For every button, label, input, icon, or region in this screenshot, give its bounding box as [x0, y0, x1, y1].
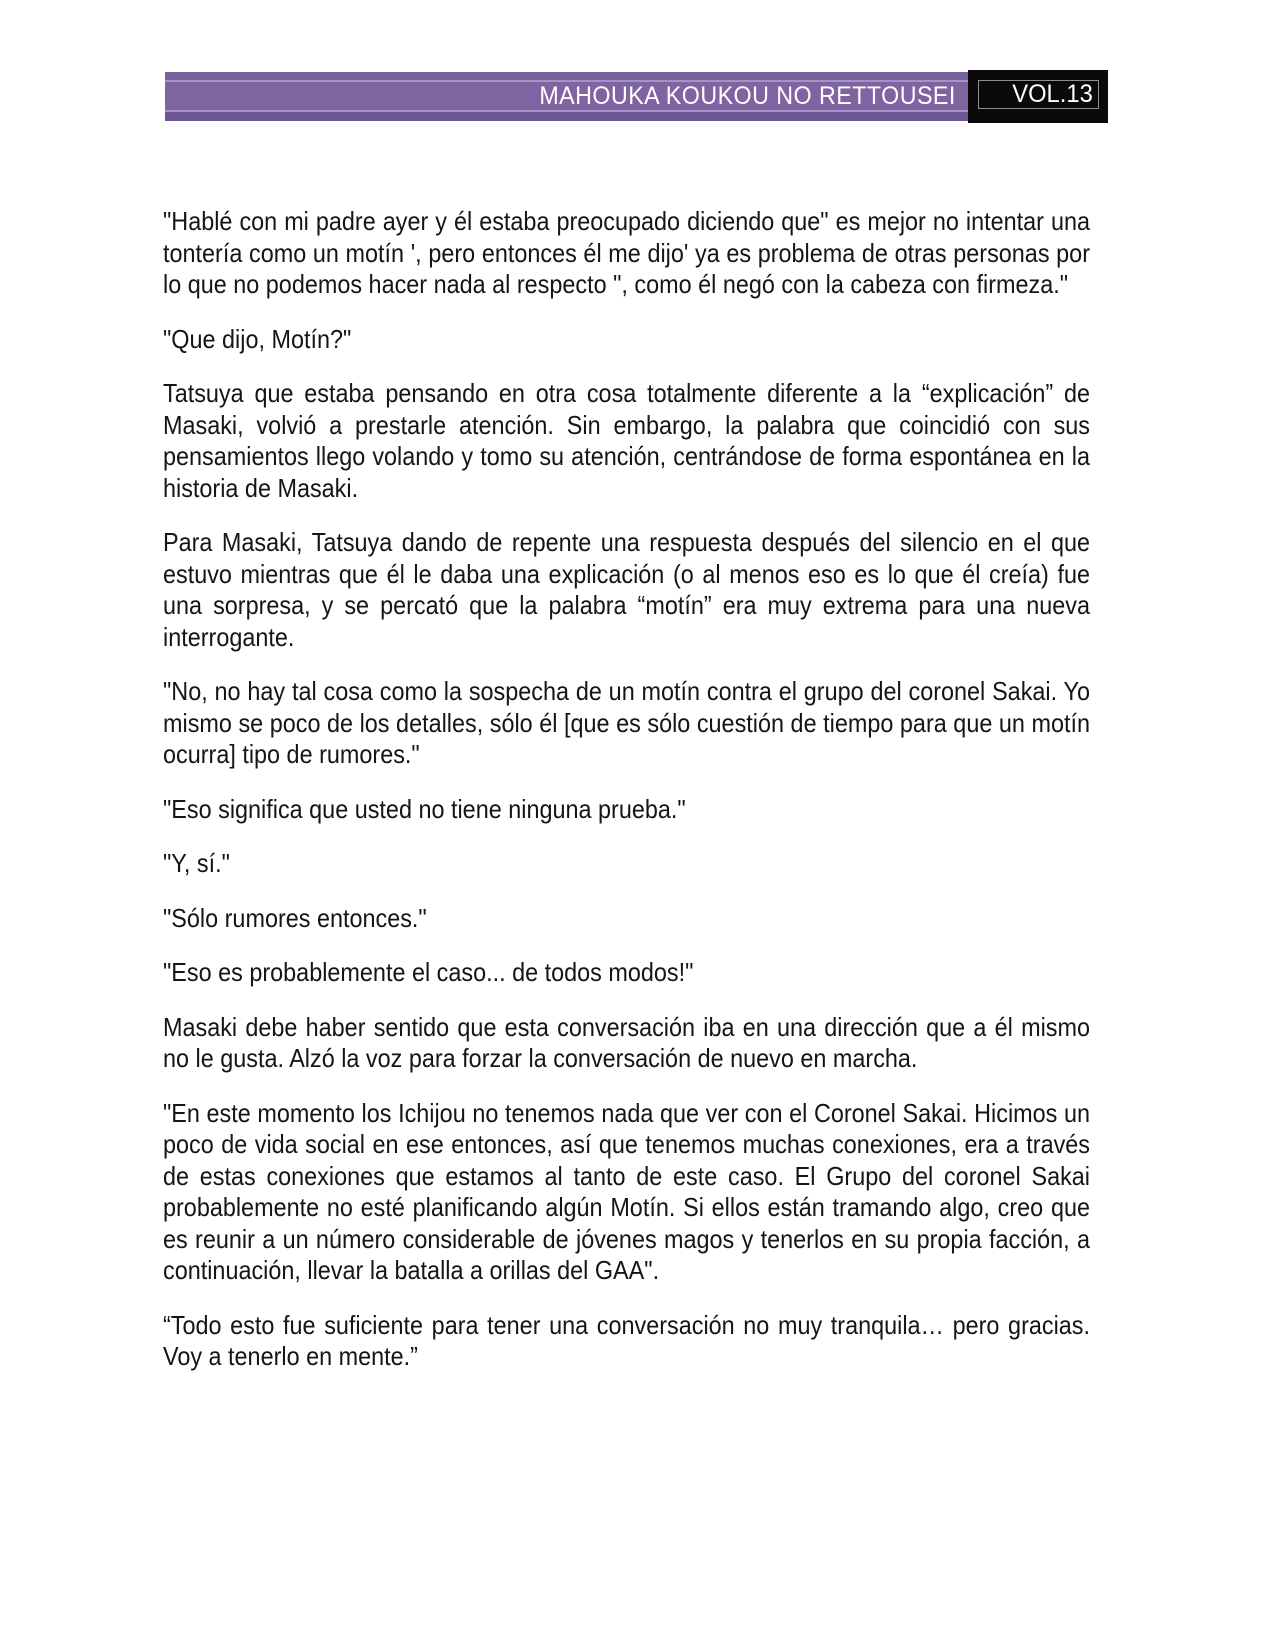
paragraph: "Sólo rumores entonces." — [163, 902, 427, 933]
header-banner — [165, 72, 968, 121]
paragraph: Para Masaki, Tatsuya dando de repente una respuesta después del silencio en el que estuvo mientras que él le daba una explicación (o al menos eso es lo que él creía) fue una sorpresa, y se percató que la palabra “motín” era muy extrema para una nueva interrogante. — [163, 527, 1090, 652]
volume-badge — [968, 70, 1108, 123]
paragraph: "Hablé con mi padre ayer y él estaba preocupado diciendo que" es mejor no intentar una tontería como un motín ', pero entonces él me dijo' ya es problema de otras personas por lo que no podemos hacer nada al respecto ", como él negó con la cabeza con firmeza." — [163, 206, 1090, 299]
document-body — [163, 206, 1090, 1396]
paragraph: "Que dijo, Motín?" — [163, 323, 352, 354]
paragraph: “Todo esto fue suficiente para tener una conversación no muy tranquila… pero gracias. Voy a tenerlo en mente.” — [163, 1309, 1090, 1371]
volume-badge-cell — [978, 80, 1099, 109]
paragraph: "Eso es probablemente el caso... de todos modos!" — [163, 957, 694, 987]
header-title: MAHOUKA KOUKOU NO RETTOUSEI — [539, 82, 956, 110]
paragraph: "No, no hay tal cosa como la sospecha de un motín contra el grupo del coronel Sakai. Yo mismo se poco de los detalles, sólo él [que es sólo cuestión de tiempo para que un motín ocurra] tipo de rumores." — [163, 676, 1090, 769]
paragraph: "Y, sí." — [163, 848, 230, 878]
paragraph: Masaki debe haber sentido que esta conversación iba en una dirección que a él mismo no le gusta. Alzó la voz para forzar la conversación de nuevo en marcha. — [163, 1011, 1090, 1073]
paragraph: "Eso significa que usted no tiene ninguna prueba." — [163, 793, 686, 824]
paragraph: Tatsuya que estaba pensando en otra cosa totalmente diferente a la “explicación” de Masaki, volvió a prestarle atención. Sin embargo, la palabra que coincidió con sus pensamientos llego volando y tomo su atención, centrándose de forma espontánea en la historia de Masaki. — [163, 378, 1090, 503]
paragraph: "En este momento los Ichijou no tenemos nada que ver con el Coronel Sakai. Hicimos un poco de vida social en ese entonces, así que tenemos muchas conexiones, era a través de estas conexiones que estamos al tanto de este caso. El Grupo del coronel Sakai probablemente no esté planificando algún Motín. Si ellos están tramando algo, creo que es reunir a un número considerable de jóvenes magos y tenerlos en su propia facción, a continuación, llevar la batalla a orillas del GAA". — [163, 1097, 1090, 1285]
volume-label: VOL.13 — [1012, 80, 1093, 108]
